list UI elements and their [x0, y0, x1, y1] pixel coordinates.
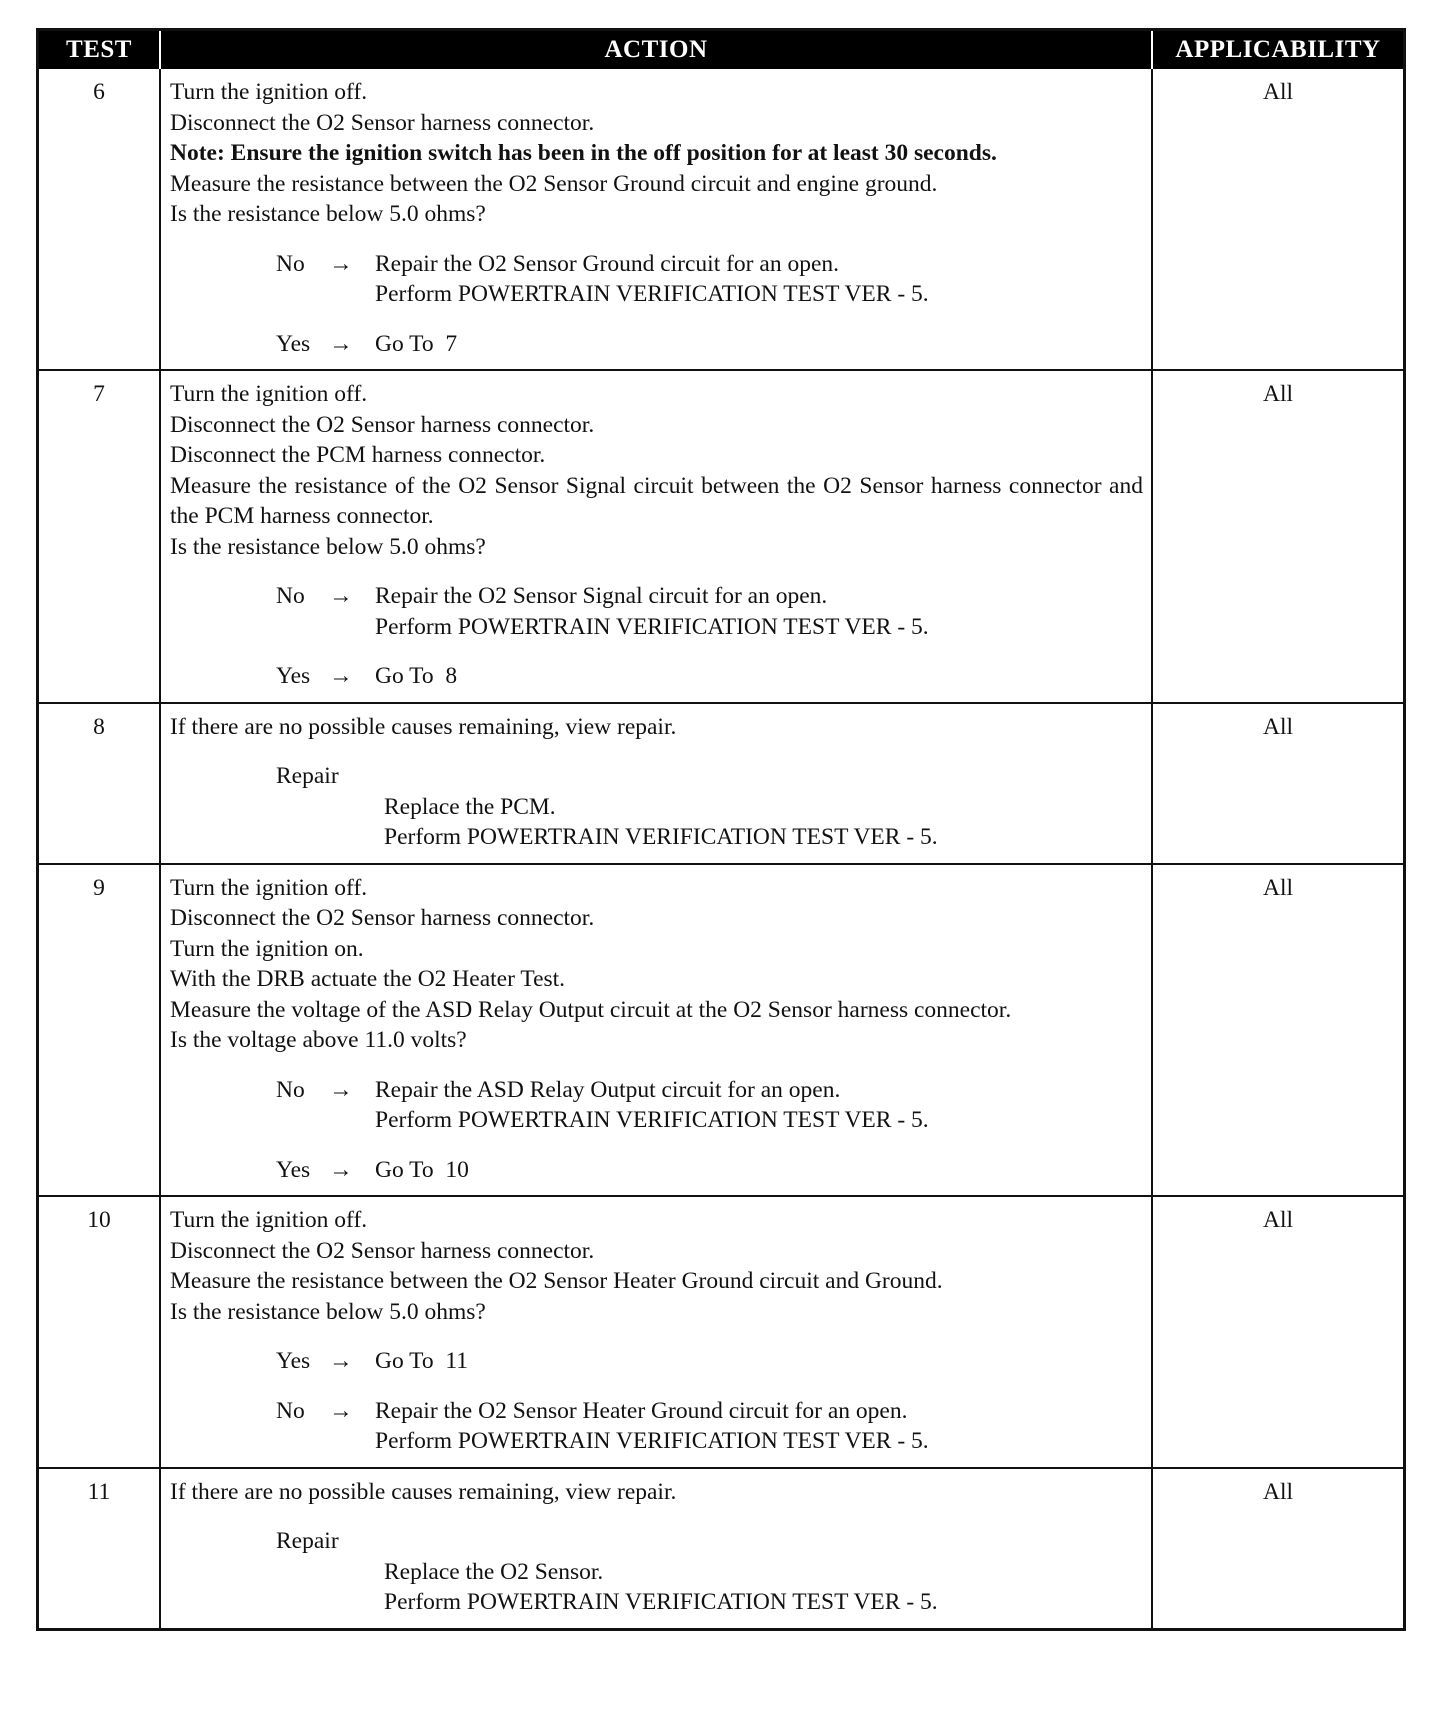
action-step: Measure the resistance between the O2 Sensor Ground circuit and engine ground. [170, 170, 938, 197]
action-step: Turn the ignition off. [170, 1207, 368, 1233]
table-row [39, 370, 1403, 703]
action-question: Is the resistance below 5.0 ohms? [170, 533, 486, 560]
action-step: Turn the ignition off. [170, 874, 368, 901]
table-row [39, 703, 1403, 864]
outcome-result [375, 661, 1143, 692]
test-number: 11 [39, 1468, 160, 1628]
action-step: Measure the voltage of the ASD Relay Output circuit at the O2 Sensor harness connector. [170, 996, 1012, 1023]
action-question: Is the resistance below 5.0 ohms? [170, 201, 486, 227]
action-cell [160, 69, 1152, 370]
outcome-result-line: Go To 10 [375, 1156, 469, 1183]
table-row [39, 864, 1403, 1197]
right-arrow-icon: → [329, 1156, 353, 1183]
test-number: 8 [39, 703, 160, 864]
outcome-result [375, 1396, 1143, 1457]
action-step: If there are no possible causes remaining, view repair. [170, 1478, 677, 1505]
outcome-yes [276, 1155, 1143, 1186]
repair-step: Perform POWERTRAIN VERIFICATION TEST VER - 5. [384, 1589, 938, 1615]
action-cell [160, 703, 1152, 864]
action-step: If there are no possible causes remaining, view repair. [170, 713, 677, 740]
outcome-answer: Yes [276, 330, 311, 357]
action-step: Turn the ignition off. [170, 79, 368, 105]
outcome-answer: No [276, 1397, 305, 1424]
repair-step: Replace the O2 Sensor. [384, 1558, 604, 1585]
outcome-no [276, 249, 1143, 310]
outcome-result [375, 1075, 1143, 1136]
outcome-answer: No [276, 250, 305, 277]
outcome-no [276, 1075, 1143, 1136]
action-step: Disconnect the O2 Sensor harness connector. [170, 1237, 595, 1264]
action-cell [160, 1468, 1152, 1628]
action-step: Disconnect the PCM harness connector. [170, 442, 546, 468]
header-action: ACTION [160, 31, 1152, 69]
outcome-yes [276, 1346, 1143, 1377]
action-cell [160, 370, 1152, 703]
repair-label: Repair [276, 763, 339, 789]
repair-label: Repair [276, 1528, 339, 1554]
right-arrow-icon: → [329, 663, 353, 689]
action-question: Is the resistance below 5.0 ohms? [170, 1298, 486, 1325]
diagnostic-test-table [39, 31, 1403, 1628]
outcome-result-line: Go To 11 [375, 1348, 469, 1374]
right-arrow-icon: → [329, 1397, 353, 1424]
outcome-result-line: Perform POWERTRAIN VERIFICATION TEST VER - 5. [375, 281, 929, 307]
test-number: 9 [39, 864, 160, 1197]
applicability-value: All [1152, 1196, 1403, 1468]
action-cell [160, 864, 1152, 1197]
action-question: Is the voltage above 11.0 volts? [170, 1027, 467, 1053]
outcome-result [375, 581, 1143, 642]
applicability-value: All [1152, 1468, 1403, 1628]
outcome-result [375, 249, 1143, 310]
outcome-answer: Yes [276, 1348, 311, 1374]
outcome-result-line: Repair the ASD Relay Output circuit for an open. [375, 1076, 841, 1103]
action-note: Note: Ensure the ignition switch has been in the off position for at least 30 seconds. [170, 140, 997, 166]
header-applicability: APPLICABILITY [1152, 31, 1403, 69]
outcome-result [375, 329, 1143, 360]
outcome-answer: Yes [276, 663, 311, 689]
repair-step: Perform POWERTRAIN VERIFICATION TEST VER - 5. [384, 824, 938, 850]
outcome-result [375, 1155, 1143, 1186]
right-arrow-icon: → [329, 330, 353, 357]
right-arrow-icon: → [329, 250, 353, 277]
outcome-result-line: Perform POWERTRAIN VERIFICATION TEST VER - 5. [375, 613, 929, 640]
outcome-result [375, 1346, 1143, 1377]
diagnostic-test-table-frame [36, 28, 1406, 1631]
outcome-answer: Yes [276, 1156, 311, 1183]
right-arrow-icon: → [329, 583, 353, 609]
outcome-result-line: Perform POWERTRAIN VERIFICATION TEST VER - 5. [375, 1428, 929, 1454]
outcome-answer: No [276, 1076, 305, 1103]
right-arrow-icon: → [329, 1076, 353, 1103]
test-number: 10 [39, 1196, 160, 1468]
outcome-result-line: Go To 8 [375, 663, 458, 689]
action-cell [160, 1196, 1152, 1468]
outcome-no [276, 581, 1143, 642]
outcome-result-line: Repair the O2 Sensor Heater Ground circuit for an open. [375, 1397, 908, 1424]
outcome-result-line: Repair the O2 Sensor Signal circuit for an open. [375, 583, 828, 609]
action-step: Turn the ignition on. [170, 935, 364, 962]
header-test: TEST [39, 31, 160, 69]
outcome-yes [276, 329, 1143, 360]
applicability-value: All [1152, 703, 1403, 864]
outcome-result-line: Go To 7 [375, 330, 458, 357]
action-step: Turn the ignition off. [170, 381, 368, 407]
repair-step: Replace the PCM. [384, 793, 556, 820]
table-row [39, 1196, 1403, 1468]
table-header-row [39, 31, 1403, 69]
outcome-result-line: Repair the O2 Sensor Ground circuit for an open. [375, 250, 839, 277]
table-row [39, 69, 1403, 370]
outcome-answer: No [276, 583, 305, 609]
applicability-value: All [1152, 370, 1403, 703]
test-number: 6 [93, 79, 105, 105]
applicability-value: All [1152, 864, 1403, 1197]
outcome-result-line: Perform POWERTRAIN VERIFICATION TEST VER - 5. [375, 1107, 929, 1133]
applicability-value: All [1152, 69, 1403, 370]
action-step: With the DRB actuate the O2 Heater Test. [170, 966, 566, 992]
action-step: Measure the resistance of the O2 Sensor Signal circuit between the O2 Sensor harness connector and the PCM harness connector. [170, 472, 1143, 529]
action-step: Disconnect the O2 Sensor harness connector. [170, 109, 595, 136]
action-step: Measure the resistance between the O2 Sensor Heater Ground circuit and Ground. [170, 1268, 943, 1294]
table-row [39, 1468, 1403, 1628]
outcome-yes [276, 661, 1143, 692]
outcome-no [276, 1396, 1143, 1457]
action-step: Disconnect the O2 Sensor harness connector. [170, 905, 595, 931]
test-number: 7 [39, 370, 160, 703]
action-step: Disconnect the O2 Sensor harness connector. [170, 411, 595, 438]
right-arrow-icon: → [329, 1348, 353, 1374]
